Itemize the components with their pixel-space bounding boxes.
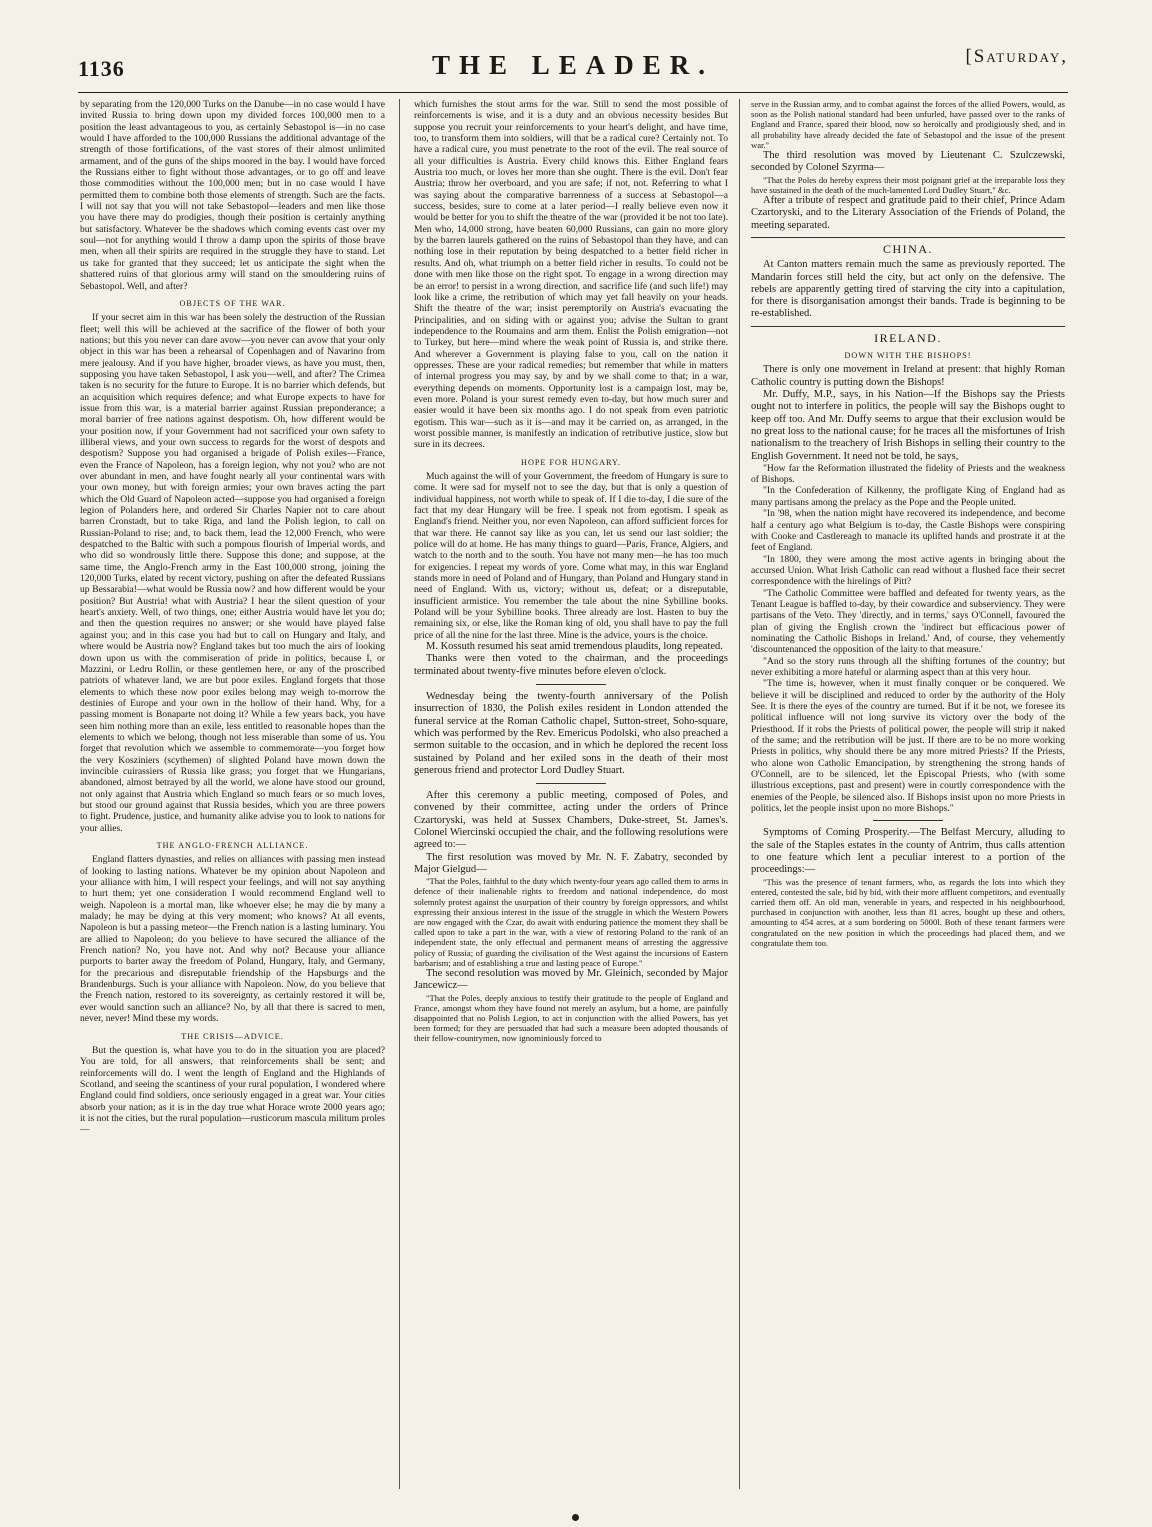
article-paragraph: After a tribute of respect and gratitude paid to their chief, Prince Adam Czartoryski, and to the Literary Association of the Friends of Poland, the meeting separated.	[751, 195, 1065, 231]
quoted-paragraph: "And so the story runs through all the shifting fortunes of the country; but never exhibiting a more hateful or alarming aspect than at this very hour.	[751, 655, 1065, 678]
section-rule	[751, 237, 1065, 238]
short-rule	[536, 684, 606, 685]
article-paragraph: which furnishes the stout arms for the war. Still to send the most possible of reinforcements is wise, and it is a duty and an obvious necessity besides But suppose you recruit your reinforcements to your heart's delight, and have time, too, to transform them into soldiers, will that be a radical cure? Certainly not. To have a radical cure, you must penetrate to the root of the evil. The real source of all your difficulties is Austria. Every child knows this. Either England fears Austria too much, or loves her more than she ought. There is the evil. Don't fear Austria; throw her overboard, and you are safe; if not, not. Referring to what I was saying about the comparative barrenness of a success at Sebastopol—a success, besides, sure to come at a later period—I really believe even now it would be better for you to shift the theatre of the war (provided it be not too late). Men who, 14,000 strong, have beaten 60,000 Russians, can gain no more glory by the barren laurels gathered on the ruins of Sebastopol than they have, and can nothing lose in their reputation by being despatched to a better field richer in results. And oh, what triumph on a better field richer in results. To could not be done with men like those on the right spot. To engage in a wrong direction may be an error! to persist in a wrong direction, and sacrifice life (and such life!) may look like a crime, the retribution of which may yet fall heavily on your heads. Shift the theatre of the war; insist peremptorily on Austria's evacuating the Principalities, and on siding with or against you; advise the Sultan to grant independence to the Roumains and arm them. Enlist the Polish emigration—not to Turkey, but here—mind where the weak point of Russia is, and strike there. And wherever a Government is playing false to you, call on the nation it oppresses. These are your radical remedies; but remember that while in matters of internal progress you may say, by and by we shall come to that; in a war, everything depends on moments. Opportunity lost is a campaign lost, may be, even more. Poland is your surest remedy even to-day, but how much surer and easier would it have been six months ago. I do not speak from even patriotic egotism. This war—such as it is—and may it be carried on, as arranged, in the worst possible manner, is manifestly an indication of retributive justice, slow but sure in its decrees.	[414, 99, 728, 451]
quoted-resolution: "That the Poles, faithful to the duty which twenty-four years ago called them to arms in defence of their inalienable rights to freedom and national independence, do most solemnly protest against the usurpation of their country by foreign oppressors, and whilst expressing their anxious interest in the issue of the struggle in which the Western Powers are now engaged with the Czar, do await with enduring patience the moment they shall be called upon to take a part in the war, with a view of restoring Poland to the rank of an independent state, the only effectual and permanent means of arresting the aggressive policy of Russia; of guarding the civilisation of the West against the incursions of Eastern barbarism; and of establishing a true and lasting peace of Europe."	[414, 876, 728, 968]
quoted-paragraph: "The time is, however, when it must finally conquer or be conquered. We believe it will be disciplined and reduced to order by the authority of the Holy See. It is there the eyes of the country are turned. But if it be not, we foresee its political influence will not long survive its victory over the body of the Priesthood. If it robs the Priests of political power, the people will strip it naked of the same; and the retribution will be just. If there are to be no more working Priests in politics, why should there be any more mitred Priests? If the Priests, who alone won Catholic Emancipation, by strengthening the strong hands of O'Connell, are to be silenced, let the Episcopal Priests, who (with some illustrious exceptions, past and present) were in courtly correspondence with the enemies of the People, be silenced also. If Bishops insist upon no more Priests in politics, let the people insist upon no more Bishops."	[751, 678, 1065, 815]
column-divider-1	[399, 99, 400, 1489]
article-paragraph: Wednesday being the twenty-fourth anniversary of the Polish insurrection of 1830, the Polish exiles resident in London attended the funeral service at the Roman Catholic chapel, Sutton-street, Soho-square, which was performed by the Rev. Emericus Podolski, who also preached a sermon suitable to the occasion, and in which he deplored the recent loss sustained by Poland and her exiled sons in the death of their most generous friend and protector Lord Dudley Stuart.	[414, 691, 728, 776]
article-paragraph: But the question is, what have you to do in the situation you are placed? You are told, for all answers, that reinforcements shall be sent; and reinforcements will do. I went the length of England and the Highlands of Scotland, and seeing the scantiness of your rural population, I wondered where England could find soldiers, once seriously engaged in a great war. Your cities absorb your nation; as it is in the day true what Horace wrote 2000 years ago; it is not the cities, but the rural population—rusticorum mascula militum proles—	[80, 1044, 385, 1136]
quoted-resolution: "That the Poles do hereby express their most poignant grief at the irreparable loss they have sustained in the death of the much-lamented Lord Dudley Stuart," &c.	[751, 174, 1065, 195]
article-paragraph: The second resolution was moved by Mr. Gleinich, seconded by Major Jancewicz—	[414, 968, 728, 992]
article-paragraph: Thanks were then voted to the chairman, and the proceedings terminated about twenty-five minutes before eleven o'clock.	[414, 653, 728, 677]
section-subheading: DOWN WITH THE BISHOPS!	[844, 351, 972, 361]
quoted-resolution: serve in the Russian army, and to combat against the forces of the allied Powers, would, as soon as the Polish national standard had been unfurled, have passed over to the ranks of England and France, spared their blood, now so heroically and prodigiously shed, and in all probability have already decided the fate of Sebastopol and the issue of the present war."	[751, 99, 1065, 150]
article-paragraph: The third resolution was moved by Lieutenant C. Szulczewski, seconded by Colonel Szyrma—	[751, 150, 1065, 174]
article-paragraph: There is only one movement in Ireland at present: that highly Roman Catholic country is putting down the Bishops!	[751, 364, 1065, 388]
column-divider-2	[739, 99, 740, 1489]
article-paragraph: by separating from the 120,000 Turks on the Danube—in no case would I have invited Russia to bring down upon my divided forces 100,000 men to a position the least advantageous to you, as certainly Sebastopol is—in no case would I have afforded to the 100,000 Russians the additional advantage of the strength of those fortifications, of the vast stores of their almost unlimited armament, and of the guns of the ships moored in the bay. I would have forced the Russians either to fight without those advantages, or to go off and leave those commodities without the 100,000 men; but in no case would I have permitted them to combine both those elements of strength. Such are the facts. I will not say that you will not take Sebastopol—leaders and men like those you have there may do prodigies, though their position is certainly anything but satisfactory. Whatever be the shadows which coming events cast over my soul—not for anything would I throw a damp upon the spirits of those brave men, when all their spirits are required in the struggle they have to stand. Let us take for granted that they succeed; let us anticipate the sight when the shattered ruins of that glorious army will stand on the smouldering ruins of Sebastopol. Well, and after?	[80, 99, 385, 292]
masthead	[78, 42, 1068, 82]
article-paragraph: If your secret aim in this war has been solely the destruction of the Russian fleet; well this will be achieved at the sacrifice of the flower of both your nations; but this you never can dare avow—you never can avow that your only object in this war has been a rehearsal of Copenhagen and of Navarino from mere jealousy. And if you have higher, broader views, as have you must, then, supposing you have taken Sebastopol, I ask you—well, and after? The Crimea taken is no security for the future to Europe. It is no barrier which defends, but an acquisition which requires defence; and what Europe expects to have for issue from this war, is a material barrier against Russian preponderance; a moral barrier of free nations against despotism. Oh, how different would be your position now, if your Government had not sacrificed your own safety to illiberal views, and your own success to regards for the worst of despots and despotism? Suppose you had organised a brigade of Polish exiles—France, even the France of Napoleon, has a foreign legion, why not you? who are not over abundant in men, and have fought nearly all your continental wars with your own money, but with foreign armies; your own braves acting the part which the Old Guard of Napoleon acted—suppose you had organised a foreign legion of Polanders here, and ordered Sir Charles Napier not to care about barren Cronstadt, but to take Riga, and land the Polish legion, to call on Russian-Poland to rise; and, to back them, lead the 12,000 French, who were despatched to the Baltic with such a pompous flourish of Imperial words, and who did so wondrously little there. Suppose this done; and suppose, at the same time, the Anglo-French army in the East 100,000 strong, joining the 120,000 Turks, elated by recent victory, pushing on after the defeated Russians up Bessarabia!—what would be Russia now? and how different would be your position? But Austria! what with Austria? I hear the silent question of your heart's anxiety. Well, of two things, one; either Austria would have let you do; and then the question requires no answer; or she would have played false against you; and in this case you had but to call on Hungary and Italy, and where would be Austria now? England takes but too much the airs of looking down upon us with the commiseration of pride in politics, because I, or Mazzini, or Ledru Rollin, or these gentlemen here, or any of the proscribed patriots of whatever land, we are but poor exiles. England forgets that those elements to which these now poor exiles belong may weigh to-morrow the destinies of Europe and your own in the hollow of their hand. Why, for a passing moment is Bonaparte not doing it? While a few years back, you have seen him nothing more than an exile, less entitled to reasonable hopes than the elements to which we belong, though not less miserable than some of us. You forget that revolution which we assemble to commemorate—you forget how the very Kosziniers (scythemen) of slighted Poland have mown down the invincible cuirassiers of Russia like grass; you forget that we Hungarians, abandoned, almost betrayed by all the world, we alone have stood our ground, not only against that Austria which England so much fears or so much loves, but stood our ground against that Russia besides, which you are three powers to fight. Prudence, justice, and humanity alike advise you to look to nations for your allies.	[80, 312, 385, 834]
section-heading-ireland: IRELAND.	[874, 330, 942, 345]
article-paragraph: After this ceremony a public meeting, composed of Poles, and convened by their committee, acting under the orders of Prince Czartoryski, was held at Sussex Chambers, Duke-street, St. James's. Colonel Wiercinski occupied the chair, and the following resolutions were agreed to:—	[414, 790, 728, 851]
section-subheading: THE ANGLO-FRENCH ALLIANCE.	[156, 841, 309, 850]
article-paragraph: Mr. Duffy, M.P., says, in his Nation—If the Bishops say the Priests ought not to interfere in politics, the people will say the Bishops ought to keep off too. And Mr. Duffy seems to argue that their exclusion would be no great loss to the national cause; for he traces all the misfortunes of Irish nationalism to the treachery of Irish Bishops in selling their country to the English Government. It need not be told, he says,	[751, 389, 1065, 462]
quoted-paragraph: "How far the Reformation illustrated the fidelity of Priests and the weakness of Bishops.	[751, 462, 1065, 486]
quoted-paragraph: "The Catholic Committee were baffled and defeated for twenty years, as the Tenant League is baffled to-day, by their cowardice and subserviency. They were partisans of the Veto. They 'directly, and in terms,' says O'Connell, favoured the plan of giving the English crown the 'indirect but efficacious power of nominating the Catholic Bishops in Ireland.' And, of course, they vehemently 'discountenanced the opposition of the laity to that measure.'	[751, 587, 1065, 656]
quoted-resolution: "That the Poles, deeply anxious to testify their gratitude to the people of England and France, amongst whom they have found not merely an asylum, but a home, are painfully disappointed that no Polish Legion, to act in conjunction with the allied Powers, has yet been formed; for they are persuaded that had such a measure been adopted thousands of their fellow-countrymen, now ignominiously forced to	[414, 992, 728, 1044]
column-1	[80, 99, 385, 1489]
short-rule	[536, 783, 606, 784]
quoted-paragraph: "This was the presence of tenant farmers, who, as regards the lots into which they entered, contested the sale, bid by bid, with their more affluent competitors, and eventually carried them off. An old man, venerable in years, and respected in his neighbourhood, purchased in conjunction with another, less than 81 acres, bought up these and others, amounting to 454 acres, at a sum bordering on 5000l. Both of these tenant farmers were congratulated on the new position in which the proceedings had placed them, and we congratulate them too.	[751, 876, 1065, 948]
article-paragraph: The first resolution was moved by Mr. N. F. Zabatry, seconded by Major Gielgud—	[414, 851, 728, 875]
quoted-paragraph: "In the Confederation of Kilkenny, the profligate King of England had as many partisans among the prelacy as the Pope and the People united.	[751, 485, 1065, 508]
column-2	[414, 99, 728, 1489]
section-rule	[751, 326, 1065, 327]
column-3	[751, 99, 1065, 1489]
page-number: 1136	[78, 56, 125, 81]
section-heading-china: CHINA.	[883, 241, 933, 256]
article-paragraph: Much against the will of your Government, the freedom of Hungary is sure to come. It were sad for myself not to see the day, but that is only a question of individual happiness, not worth while to speak of. If I die to-day, I die sure of the fact that my dear Hungary will be free. I speak not from egotism. I speak as England's friend. Neither you, nor even Napoleon, can afford sufficient forces for that war there. He cannot say like as you can, let us send our last soldier; the police will do at home. He has many things to guard—Paris, France, Algiers, and watch to the north and to the south. You have not many men—he has too much for exigencies. I repeat my words of yore. Come what may, in this war England stands more in need of Poland and of Hungary, than Poland and Hungary stand in need of England. With us, victory; without us, defeat; or a disreputable, insufficient armistice. You remember the tale about the nine Sybilline books. Poland will be your Sybilline books. Three already are lost. Hasten to buy the remaining six, or else, like the Roman king of old, you shall have to pay the full price of all the nine for the last three. Mine is the advice, yours is the choice.	[414, 471, 728, 641]
section-subheading: THE CRISIS—ADVICE.	[181, 1031, 284, 1041]
short-rule	[873, 820, 943, 821]
bottom-dot	[572, 1514, 579, 1521]
article-paragraph: Symptoms of Coming Prosperity.—The Belfast Mercury, alluding to the sale of the Staples estates in the county of Antrim, thus calls attention to one feature which lent a peculiar interest to a portion of the proceedings:—	[751, 827, 1065, 876]
section-subheading: HOPE FOR HUNGARY.	[521, 457, 621, 467]
article-paragraph: At Canton matters remain much the same as previously reported. The Mandarin forces still held the city, but act only on the defensive. The rebels are apparently getting tired of starving the city into a capitulation, for there is disorganisation amongst their bands. Trade is beginning to be re-established.	[751, 259, 1065, 320]
newspaper-title: THE LEADER.	[431, 50, 715, 80]
article-paragraph: M. Kossuth resumed his seat amid tremendous plaudits, long repeated.	[426, 641, 723, 653]
masthead-rule	[78, 92, 1068, 93]
quoted-paragraph: "In 1800, they were among the most active agents in bringing about the accursed Union. What Irish Catholic can read without a flushed face their secret correspondence with the hirelings of Pitt?	[751, 553, 1065, 588]
article-paragraph: England flatters dynasties, and relies on alliances with passing men instead of looking to lasting nations. Whatever be my opinion about Napoleon and your alliance with him, I will respect your feelings, and will not say anything to hurt them; yet one consideration I would recommend England well to weigh. Napoleon is a mortal man, like whoever else; he may die by many a malady; he may be dying at this very moment; who knows? At all events, Napoleon is but a passing meteor—the French nation is a lasting luminary. You are allied to Napoleon; do you believe to have secured the alliance of the French nation? No, you have not. And why not? Because your alliance purports to barter away the freedom of Poland, Hungary, Italy, and Germany, for the precarious and disreputable friendship of the Hapsburgs and the Brandenburgs. Such is your alliance with Napoleon. Now, do you believe that the French nation, restored to its sovereignty, as certainly restored it will be, ever would sanction such an alliance? No, by all that there is sacred to men, never, never! Mind these my words.	[80, 854, 385, 1025]
section-subheading: OBJECTS OF THE WAR.	[179, 298, 286, 308]
quoted-paragraph: "In '98, when the nation might have recovered its independence, and become half a century ago what Belgium is to-day, the Castle Bishops were conspiring with Cooke and Castlereagh to manacle its uplifted hands and prostrate it at the feet of England.	[751, 508, 1065, 554]
issue-day: [Saturday,	[965, 46, 1068, 67]
